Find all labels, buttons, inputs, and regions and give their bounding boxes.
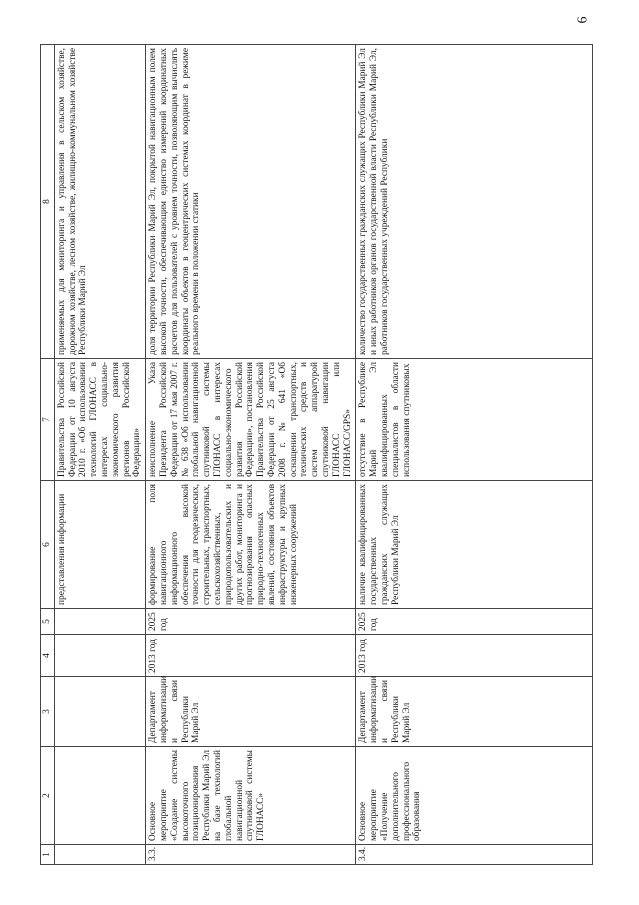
measure-name-cell: Основное мероприятие «Создание системы высокоточного позиционирования Республики Марий Эл на базе технологий глобальной навигационной спутниковой системы ГЛОНАСС» [146, 747, 356, 845]
consequences-cell: Правительства Российской Федерации от 10 августа 2010 г. «Об использовании технологий ГЛОНАСС в интересах социально-экономического развития регионов Российской Федерации» [54, 359, 145, 481]
header-col-4: 4 [41, 635, 55, 677]
indicator-link-cell: доля территории Республики Марий Эл, покрытой навигационным полем высокой точности, обеспечивающим единство измерений координатных расчетов для пользователей с уровнем точности, позволяющим вычислять координаты объектов в геоцентрических системах координат в режиме реального времени в положении статики [146, 45, 356, 359]
rotated-table-container [40, 45, 630, 865]
header-col-3: 3 [41, 677, 55, 747]
expected-result-cell: формирование поля навигационного информационного обеспечения высокой точности для геодезических, строительных, транспортных, сельскохозяйственных, природопользовательских и других работ, мониторинга и прогнозирования опасных природно-техногенных явлений, состояния объектов инфраструктуры и крупных инженерных сооружений [146, 481, 356, 609]
executor-cell [54, 677, 145, 747]
page-number: 6 [575, 16, 591, 24]
header-col-5: 5 [41, 609, 55, 635]
end-year-cell [54, 609, 145, 635]
consequences-cell: отсутствие в Республике Марий Эл квалифицированных специалистов в области использования спутниковых [356, 359, 593, 481]
executor-cell: Департамент информатизации и связи Республики Марий Эл [146, 677, 356, 747]
start-year-cell [54, 635, 145, 677]
start-year-cell: 2013 год [356, 635, 593, 677]
measure-name-cell: Основное мероприятие «Получение дополнительного профессионального образования [356, 747, 593, 845]
header-col-2: 2 [41, 747, 55, 845]
indicator-link-cell: количество государственных гражданских служащих Республики Марий Эл и иных работников органов государственной власти Республики Марий Эл, работников государственных учреждений Республики [356, 45, 593, 359]
measure-name-cell [54, 747, 145, 845]
header-col-8: 8 [41, 45, 55, 359]
row-number-cell: 3.4. [356, 845, 593, 865]
end-year-cell: 2025 год [356, 609, 593, 635]
table-row [356, 45, 593, 865]
indicator-link-cell: применяемых для мониторинга и управления в сельском хозяйстве, дорожном хозяйстве, лесном хозяйстве, жилищно-коммунальном хозяйстве Республики Марий Эл [54, 45, 145, 359]
end-year-cell: 2025 год [146, 609, 356, 635]
consequences-cell: неисполнение Указа Президента Российской Федерации от 17 мая 2007 г. № 638 «Об использовании глобальной навигационной спутниковой системы ГЛОНАСС в интересах социально-экономического развития Российской Федерации», постановления Правительства Российской Федерации от 25 августа 2008 г. № 641 «Об оснащении транспортных, технических средств и систем аппаратурой спутниковой навигации ГЛОНАСС или ГЛОНАСС/GPS» [146, 359, 356, 481]
expected-result-cell: представления информации [54, 481, 145, 609]
table-row [146, 45, 356, 865]
start-year-cell: 2013 год [146, 635, 356, 677]
expected-result-cell: наличие квалифицированных государственных гражданских служащих Республики Марий Эл [356, 481, 593, 609]
row-number-cell: 3.3. [146, 845, 356, 865]
table-row [54, 45, 145, 865]
row-number-cell [54, 845, 145, 865]
program-table [40, 44, 593, 865]
header-row [41, 45, 55, 865]
header-col-6: 6 [41, 481, 55, 609]
executor-cell: Департамент информатизации и связи Республики Марий Эл [356, 677, 593, 747]
header-col-1: 1 [41, 845, 55, 865]
header-col-7: 7 [41, 359, 55, 481]
